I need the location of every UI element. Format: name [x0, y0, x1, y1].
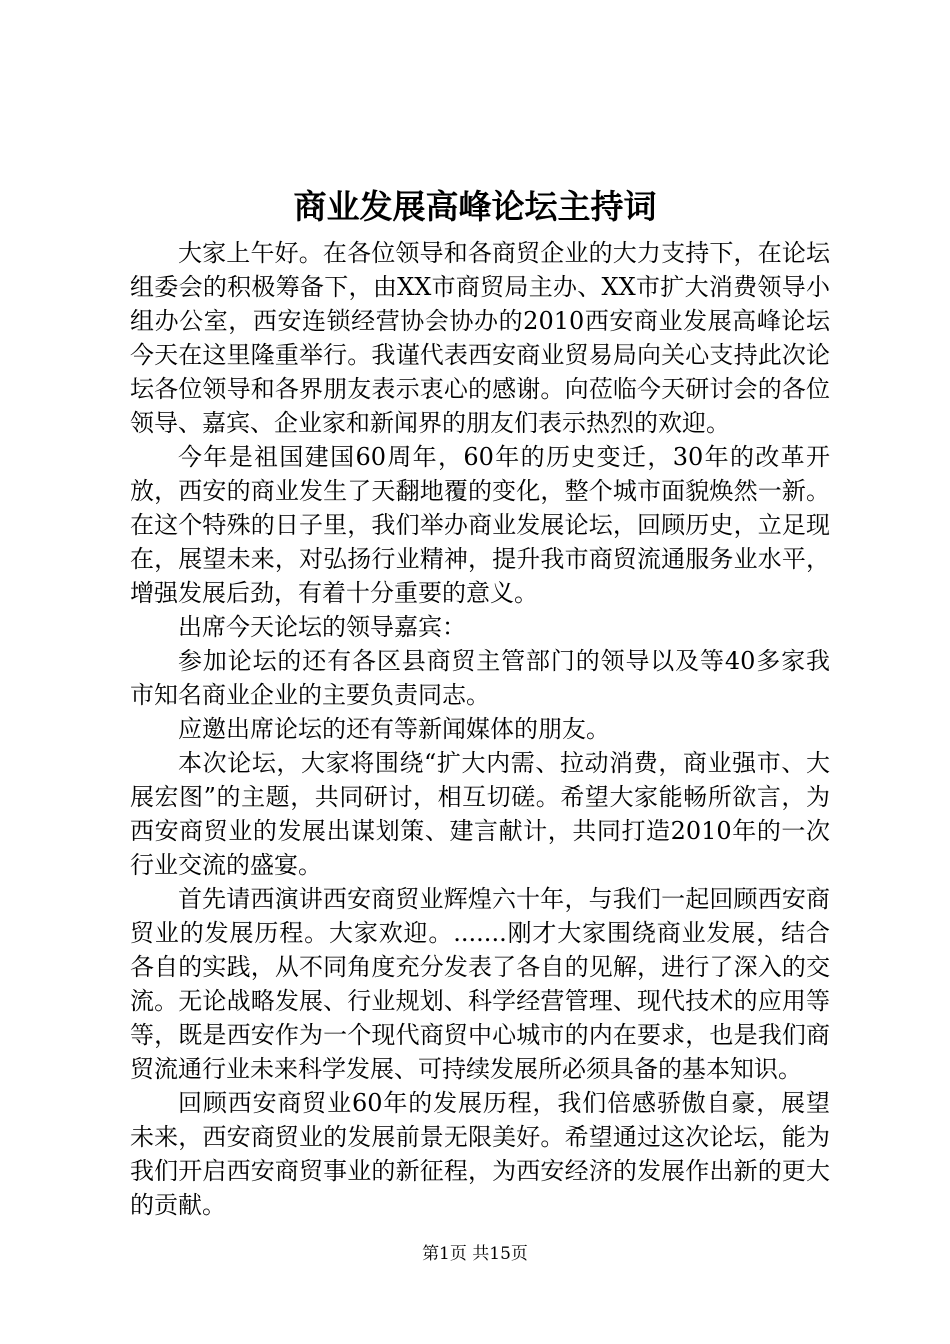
paragraph-anniversary: 今年是祖国建国60周年，60年的历史变迁，30年的改革开放，西安的商业发生了天翻地覆的变化，整个城市面貌焕然一新。在这个特殊的日子里，我们举办商业发展论坛，回顾历史，立足现在，展望未来，对弘扬行业精神，提升我市商贸流通服务业水平，增强发展后劲，有着十分重要的意义。 — [130, 443, 830, 607]
paragraph-attendees: 参加论坛的还有各区县商贸主管部门的领导以及等40多家我市知名商业企业的主要负责同志。 — [130, 647, 830, 709]
paragraph-guests: 出席今天论坛的领导嘉宾： — [178, 613, 466, 641]
document-title: 商业发展高峰论坛主持词 — [293, 187, 657, 226]
paragraph-speech: 首先请西演讲西安商贸业辉煌六十年，与我们一起回顾西安商贸业的发展历程。大家欢迎。.......刚才大家围绕商业发展，结合各自的实践，从不同角度充分发表了各自的见解，进行了深入的交流。无论战略发展、行业规划、科学经营管理、现代技术的应用等等，既是西安作为一个现代商贸中心城市的内在要求，也是我们商贸流通行业未来科学发展、可持续发展所必须具备的基本知识。 — [130, 885, 830, 1083]
paragraph-closing: 回顾西安商贸业60年的发展历程，我们倍感骄傲自豪，展望未来，西安商贸业的发展前景无限美好。希望通过这次论坛，能为我们开启西安商贸事业的新征程，为西安经济的发展作出新的更大的贡献。 — [130, 1089, 830, 1219]
paragraph-media: 应邀出席论坛的还有等新闻媒体的朋友。 — [178, 715, 610, 743]
paragraph-opening: 大家上午好。在各位领导和各商贸企业的大力支持下，在论坛组委会的积极筹备下，由XX市商贸局主办、XX市扩大消费领导小组办公室，西安连锁经营协会协办的2010西安商业发展高峰论坛今天在这里隆重举行。我谨代表西安商业贸易局向关心支持此次论坛各位领导和各界朋友表示衷心的感谢。向莅临今天研讨会的各位领导、嘉宾、企业家和新闻界的朋友们表示热烈的欢迎。 — [130, 239, 830, 437]
document-body — [130, 236, 830, 1222]
page-footer: 第1页 共15页 — [422, 1244, 528, 1264]
paragraph-theme: 本次论坛，大家将围绕“扩大内需、拉动消费，商业强市、大展宏图”的主题，共同研讨，相互切磋。希望大家能畅所欲言，为西安商贸业的发展出谋划策、建言献计，共同打造2010年的一次行业交流的盛宴。 — [130, 749, 830, 879]
